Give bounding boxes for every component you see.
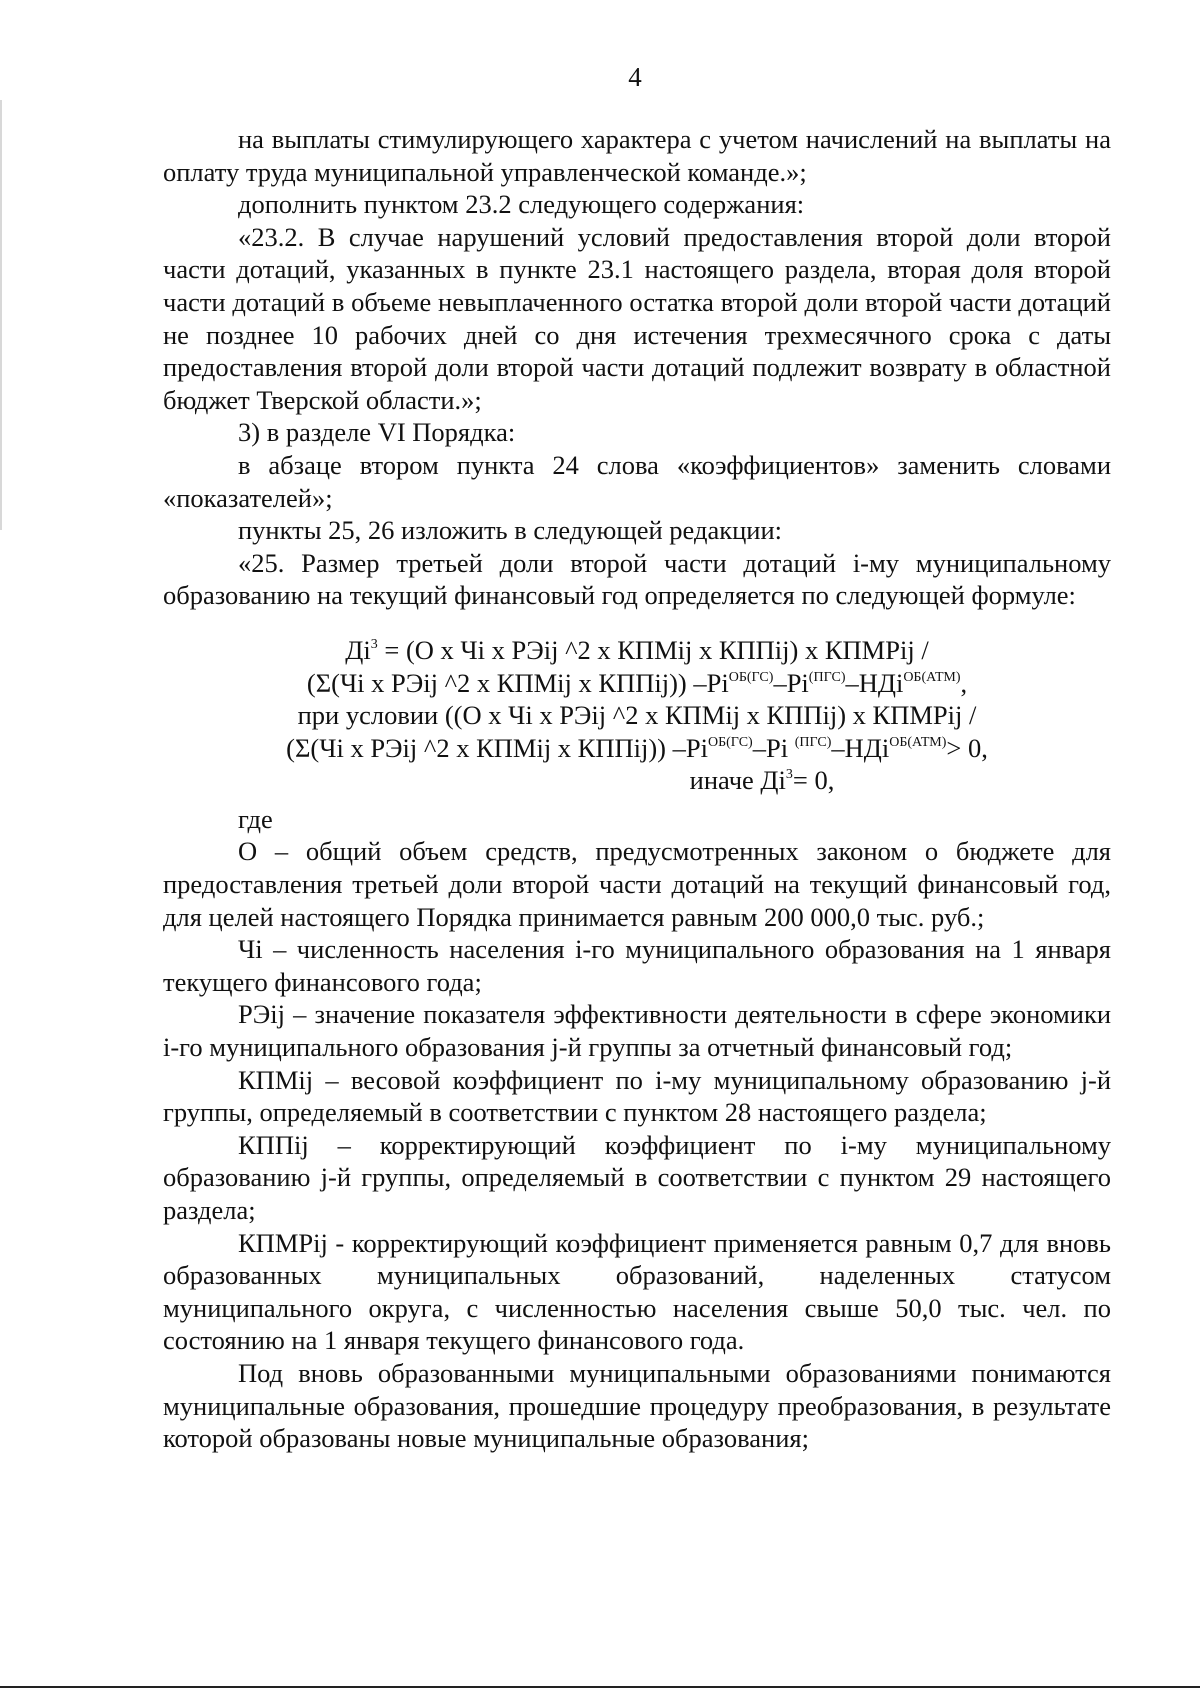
formula-text: = 0, xyxy=(792,765,835,796)
formula-line-1 xyxy=(163,634,1111,667)
formula-text: –Рi xyxy=(773,667,809,698)
formula-superscript: 3 xyxy=(370,636,378,652)
formula-text: (Σ(Чi х РЭij ^2 х КПМij х КППij)) –Рi xyxy=(286,732,708,763)
formula-superscript: ОБ(АТМ) xyxy=(889,734,947,750)
formula-text: = (О х Чi х РЭij ^2 х КПМij х КППij) х КПМРij / xyxy=(377,634,929,665)
formula-text: > 0, xyxy=(946,732,988,763)
page-number: 4 xyxy=(628,62,642,92)
paragraph: Чi – численность населения i-го муниципального образования на 1 января текущего финансового года; xyxy=(163,934,1111,997)
formula-text: , xyxy=(960,667,968,698)
document-body xyxy=(163,123,1111,1455)
scan-edge-bottom xyxy=(0,1686,1200,1688)
paragraph: КППij – корректирующий коэффициент по i-му муниципальному образованию j-й группы, определяемый в соответствии с пунктом 29 настоящего раздела; xyxy=(163,1129,1111,1225)
formula-superscript: (ПГС) xyxy=(808,669,846,685)
formula-line-2 xyxy=(163,667,1111,700)
formula-superscript: 3 xyxy=(785,767,793,783)
paragraph: КПМРij - корректирующий коэффициент применяется равным 0,7 для вновь образованных муниципальных образований, наделенных статусом муниципального округа, с численностью населения свыше 50,0 тыс. чел. по состоянию на 1 января текущего финансового года. xyxy=(163,1227,1111,1356)
formula-text: –НДi xyxy=(831,732,890,763)
paragraph: на выплаты стимулирующего характера с учетом начислений на выплаты на оплату труда муниципальной управленческой команде.»; xyxy=(163,124,1111,187)
paragraph: РЭij – значение показателя эффективности деятельности в сфере экономики i-го муниципального образования j-й группы за отчетный финансовый год; xyxy=(163,999,1111,1063)
paragraph: дополнить пунктом 23.2 следующего содержания: xyxy=(238,189,805,220)
formula-superscript: ОБ(ГС) xyxy=(728,669,774,685)
formula-line-4 xyxy=(163,732,1111,765)
paragraph: О – общий объем средств, предусмотренных законом о бюджете для предоставления третьей доли второй части дотаций на текущий финансовый год, для целей настоящего Порядка принимается равным 200 000,0 тыс. руб.; xyxy=(163,836,1111,932)
formula-text: Дi xyxy=(345,634,371,665)
paragraph: «25. Размер третьей доли второй части дотаций i-му муниципальному образованию на текущий финансовый год определяется по следующей формуле: xyxy=(163,547,1111,611)
paragraph: КПМij – весовой коэффициент по i-му муниципальному образованию j-й группы, определяемый в соответствии с пунктом 28 настоящего раздела; xyxy=(163,1064,1111,1128)
where-label: где xyxy=(238,803,273,834)
formula-text: –Рi xyxy=(752,732,795,763)
paragraph: пункты 25, 26 изложить в следующей редакции: xyxy=(238,515,783,546)
formula-text: –НДi xyxy=(845,667,904,698)
formula-line-3: при условии ((О х Чi х РЭij ^2 х КПМij х КППij) х КПМРij / xyxy=(297,700,977,731)
paragraph: 3) в разделе VI Порядка: xyxy=(238,417,516,448)
formula-text: иначе Дi xyxy=(689,765,786,796)
formula-text: (Σ(Чi х РЭij ^2 х КПМij х КППij)) –Рi xyxy=(306,667,729,698)
formula-superscript: ОБ(АТМ) xyxy=(903,669,961,685)
paragraph: в абзаце втором пункта 24 слова «коэффициентов» заменить словами «показателей»; xyxy=(163,449,1111,513)
formula-superscript: ОБ(ГС) xyxy=(707,734,753,750)
paragraph: «23.2. В случае нарушений условий предоставления второй доли второй части дотаций, указанных в пункте 23.1 настоящего раздела, вторая доля второй части дотаций в объеме невыплаченного остатка второй доли второй части дотаций не позднее 10 рабочих дней со дня истечения трехмесячного срока с даты предоставления второй доли второй части дотаций подлежит возврату в областной бюджет Тверской области.»; xyxy=(163,221,1111,415)
formula-line-5 xyxy=(163,764,1111,797)
paragraph: Под вновь образованными муниципальными образованиями понимаются муниципальные образования, прошедшие процедуру преобразования, в результате которой образованы новые муниципальные образования; xyxy=(163,1357,1111,1454)
scan-edge-left xyxy=(0,100,2,530)
formula-block xyxy=(163,634,1111,797)
formula-superscript: (ПГС) xyxy=(794,734,832,750)
